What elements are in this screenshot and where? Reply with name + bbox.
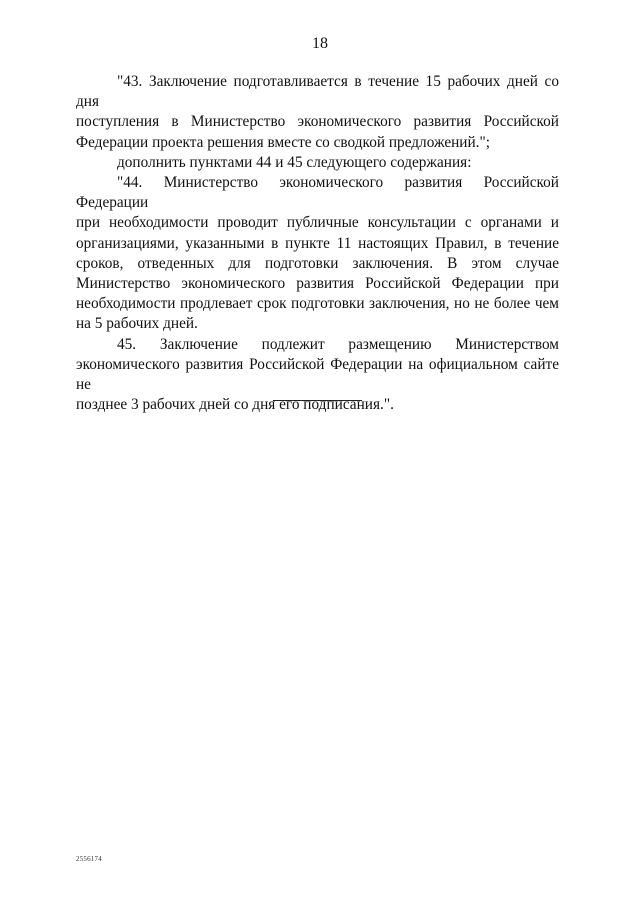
text-line: необходимости продлевает срок подготовки заключения, но не более чем [76,295,559,313]
text-line: "43. Заключение подготавливается в течение 15 рабочих дней со дня [76,73,559,111]
paragraph-44 [76,173,559,335]
text-line: организациями, указанными в пункте 11 настоящих Правил, в течение [76,234,559,252]
text-line: дополнить пунктами 44 и 45 следующего содержания: [117,153,472,171]
text-line: поступления в Министерство экономического развития Российской [76,113,559,131]
paragraph-43 [76,72,559,153]
text-line: Министерство экономического развития Российской Федерации при [76,275,559,293]
text-line: позднее 3 рабочих дней со дня его подписания.". [76,396,394,414]
text-line: экономического развития Российской Федерации на официальном сайте не [76,355,559,394]
text-line: Федерации проекта решения вместе со сводкой предложений."; [76,133,490,151]
text-line: "44. Министерство экономического развития Российской Федерации [76,174,559,212]
document-body [76,72,559,415]
paragraph-amendment-intro [76,153,559,173]
end-separator-line [273,400,362,401]
text-line: сроков, отведенных для подготовки заключения. В этом случае [76,254,559,272]
page-number: 18 [312,35,328,52]
text-line: на 5 рабочих дней. [76,315,198,333]
paragraph-45 [76,335,559,416]
text-line: при необходимости проводит публичные консультации с органами и [76,214,559,232]
document-code: 2556174 [76,855,102,863]
text-line: 45. Заключение подлежит размещению Министерством [117,335,559,353]
